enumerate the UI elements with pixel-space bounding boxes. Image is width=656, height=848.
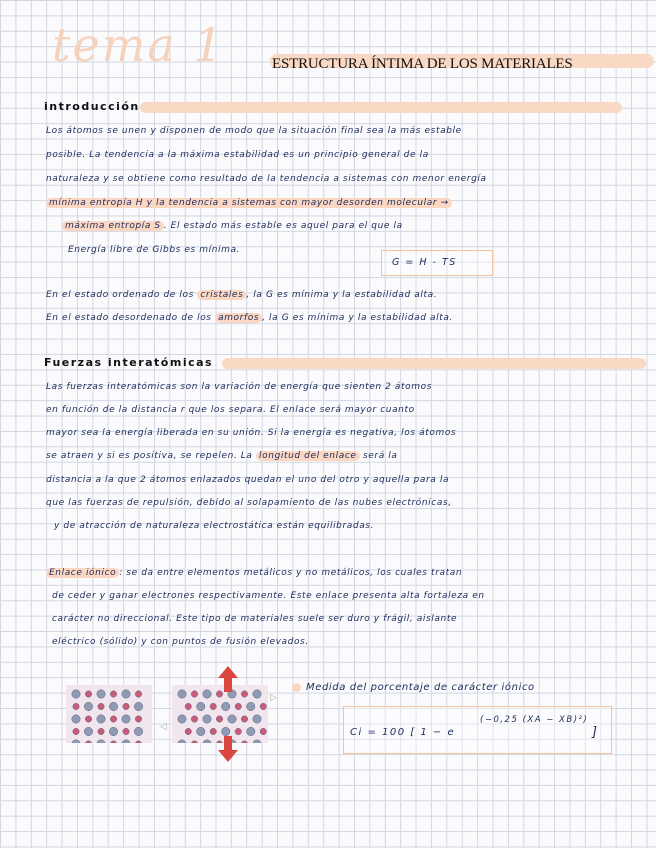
arrow-left-icon: ◁ (160, 722, 167, 732)
crystal-lattice-svg (66, 685, 152, 743)
hl-maxima-entropia: máxima entropía S (62, 221, 164, 231)
ion-atom (85, 691, 91, 697)
hl-cristales: cristales (197, 290, 246, 300)
ion-atom (197, 702, 205, 710)
ion-atom (191, 716, 197, 722)
hl-minima-entropia: mínima entropía H y la tendencia a sistemas con mayor desorden molecular → (46, 198, 452, 208)
fuerzas-line-5: distancia a la que 2 átomos enlazados quedan el uno del otro y aquella para la (46, 475, 450, 485)
intro-line-5-rest: . El estado más estable es aquel para el que la (163, 221, 403, 231)
ion-atom (73, 728, 79, 734)
hl-enlace-ionico: Enlace iónico (46, 568, 119, 578)
ion-atom (135, 691, 141, 697)
ion-atom (109, 727, 117, 735)
ionic-formula-exponent: (−0,25 (XA − XB)²) (480, 715, 589, 725)
ion-atom (110, 691, 116, 697)
fuerzas-line-3: mayor sea la energía liberada en su unión. Si la energía es negativa, los átomos (46, 428, 457, 438)
ion-atom (178, 715, 186, 723)
ion-atom (241, 716, 247, 722)
ion-atom (197, 727, 205, 735)
ion-atom (72, 715, 80, 723)
p2-l2-a: En el estado desordenado de los (46, 313, 212, 323)
p2-l1-a: En el estado ordenado de los (46, 290, 194, 300)
heading-highlight (140, 102, 622, 113)
arrow-up-icon (218, 666, 238, 692)
intro-line-6: Energía libre de Gibbs es mínima. (68, 245, 241, 255)
ion-atom (85, 716, 91, 722)
ion-atom (134, 702, 142, 710)
fuerzas-line-2: en función de la distancia r que los separa. El enlace será mayor cuanto (46, 405, 415, 415)
ion-atom (260, 703, 266, 709)
ion-atom (98, 728, 104, 734)
tema-title: tema 1 (52, 18, 225, 72)
p2-l2-b: , la G es mínima y la estabilidad alta. (262, 313, 453, 323)
ion-atom (123, 728, 129, 734)
ion-atom (72, 690, 80, 698)
page-title: ESTRUCTURA ÍNTIMA DE LOS MATERIALES (272, 56, 573, 72)
fuerzas-line-1: Las fuerzas interatómicas son la variación de energía que sienten 2 átomos (46, 382, 433, 392)
ion-atom (134, 727, 142, 735)
ion-atom (203, 715, 211, 723)
ion-atom (73, 703, 79, 709)
ion-atom (253, 690, 261, 698)
ion-atom (98, 703, 104, 709)
fuerzas-line-6: que las fuerzas de repulsión, debido al solapamiento de las nubes electrónicas, (46, 498, 452, 508)
intro-line-3: naturaleza y se obtiene como resultado de la tendencia a sistemas con menor energía (46, 174, 487, 184)
section-heading-fuerzas: Fuerzas interatómicas (44, 356, 214, 369)
ion-atom (97, 715, 105, 723)
ion-atom (247, 702, 255, 710)
heading-highlight-fuerzas (222, 358, 646, 369)
intro-p2-line-1 (46, 290, 437, 300)
ion-atom (260, 728, 266, 734)
ionico-line-1-rest: : se da entre elementos metálicos y no metálicos, los cuales tratan (119, 568, 463, 578)
ion-atom (84, 727, 92, 735)
force-arrows (216, 666, 240, 762)
f-l4-a: se atraen y si es positiva, se repelen. La (46, 451, 253, 461)
ion-atom (191, 691, 197, 697)
ion-atom (203, 690, 211, 698)
ion-atom (84, 702, 92, 710)
bullet-dot-icon (292, 683, 301, 692)
ion-atom (135, 716, 141, 722)
gibbs-formula: G = H - TS (392, 257, 457, 268)
ion-atom (253, 715, 261, 723)
ion-atom (185, 703, 191, 709)
ionic-formula-left: Ci = 100 [ 1 − e (350, 727, 456, 738)
section-heading-intro: introducción (44, 100, 140, 113)
ionico-line-3: carácter no direccional. Este tipo de materiales suele ser duro y frágil, aislante (52, 614, 458, 624)
arrow-down-icon (218, 736, 238, 762)
ion-atom (110, 716, 116, 722)
intro-line-4 (46, 198, 452, 208)
hl-longitud-enlace: longitud del enlace (256, 451, 359, 461)
ion-atom (123, 703, 129, 709)
ion-atom (109, 702, 117, 710)
ionico-line-4: eléctrico (sólido) y con puntos de fusión elevados. (52, 637, 309, 647)
intro-p2-line-2 (46, 313, 453, 323)
ionico-bullet: Medida del porcentaje de carácter iónico (306, 682, 535, 693)
ionic-formula-right: ] (592, 725, 599, 740)
intro-line-1: Los átomos se unen y disponen de modo que la situación final sea la más estable (46, 126, 462, 136)
ionico-line-2: de ceder y ganar electrones respectivamente. Este enlace presenta alta fortaleza en (52, 591, 485, 601)
p2-l1-b: , la G es mínima y la estabilidad alta. (246, 290, 438, 300)
fuerzas-line-4 (46, 451, 398, 461)
intro-line-2: posible. La tendencia a la máxima estabilidad es un principio general de la (46, 150, 429, 160)
arrow-right-icon: ▷ (270, 693, 277, 703)
f-l4-b: será la (362, 451, 398, 461)
ion-atom (178, 690, 186, 698)
ion-atom (247, 727, 255, 735)
ion-atom (241, 691, 247, 697)
ionico-line-1 (46, 568, 462, 578)
ion-atom (97, 690, 105, 698)
ion-atom (122, 690, 130, 698)
ion-atom (185, 728, 191, 734)
fuerzas-line-7: y de atracción de naturaleza electrostática están equilibradas. (54, 521, 375, 531)
hl-amorfos: amorfos (215, 313, 262, 323)
crystal-lattice-image (66, 685, 152, 743)
intro-line-5 (62, 221, 403, 231)
ion-atom (122, 715, 130, 723)
